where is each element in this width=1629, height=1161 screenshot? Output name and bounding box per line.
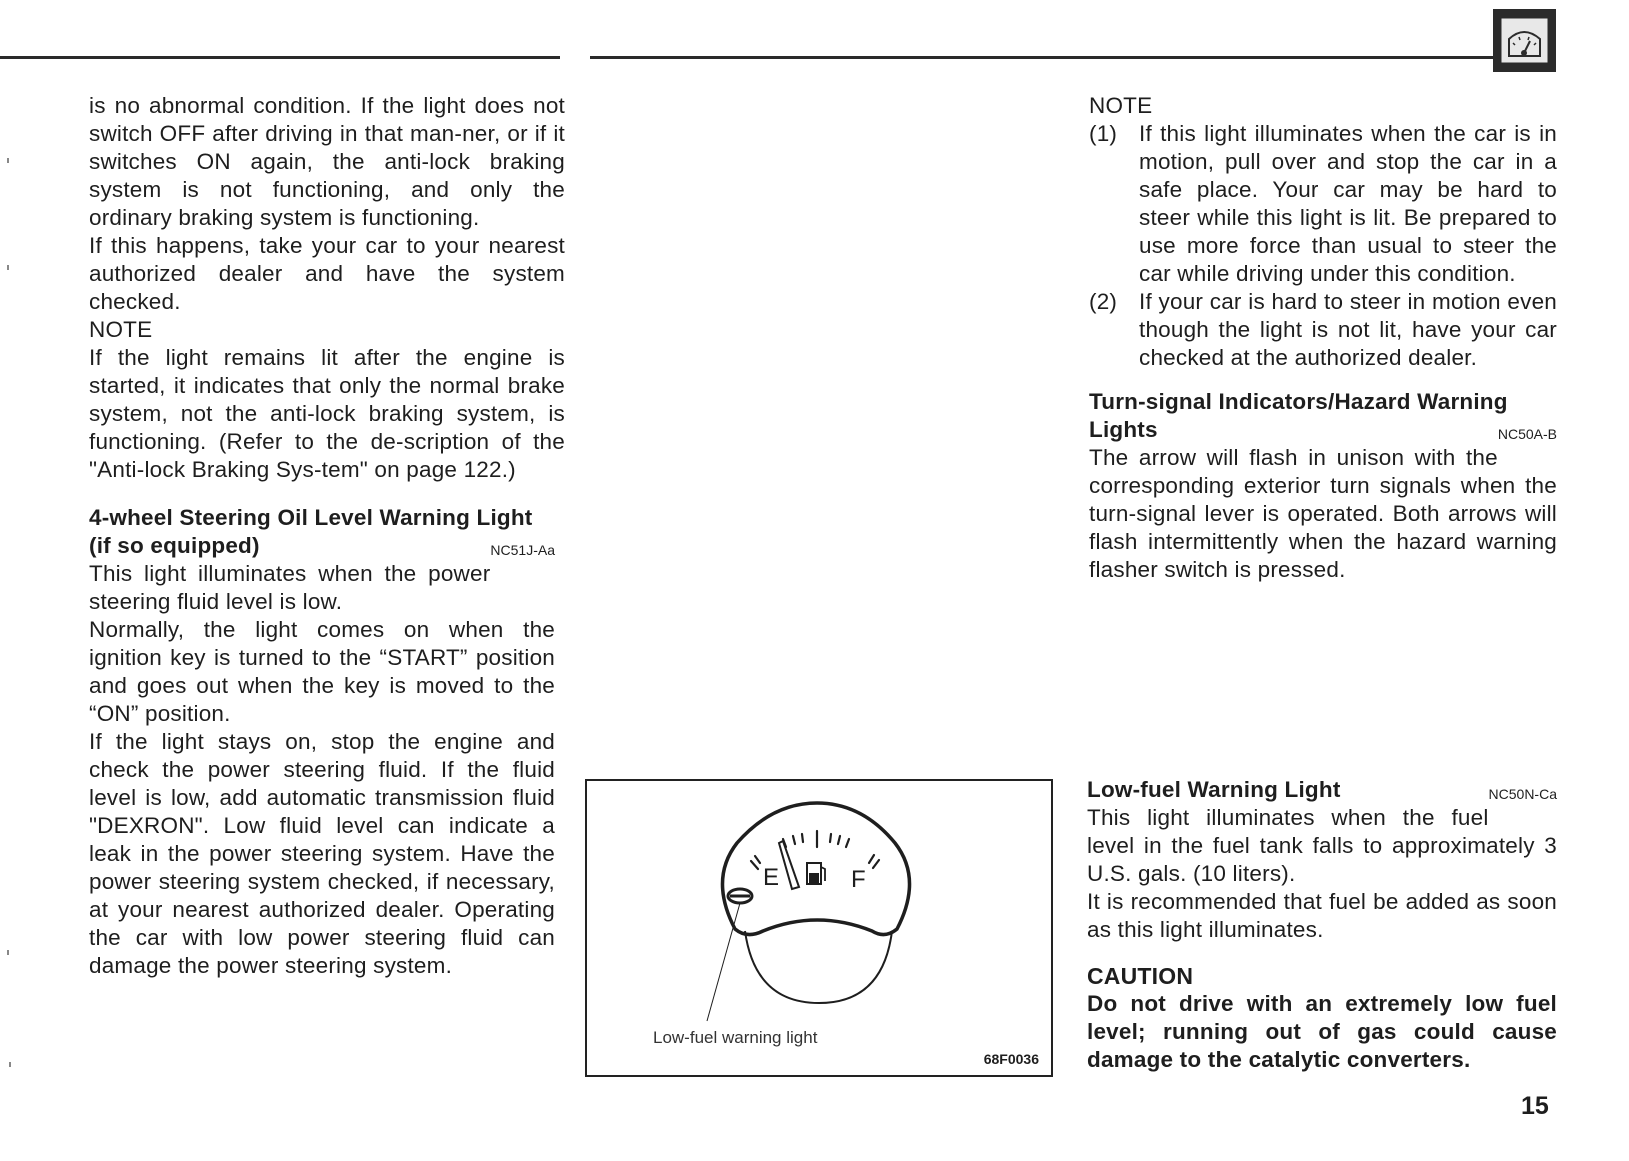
caution-label: CAUTION bbox=[1087, 963, 1194, 989]
section-paragraph: Normally, the light comes on when the ignition key is turned to the “START” position and goes out when the key is moved to the “ON” position. bbox=[89, 617, 555, 726]
note-item-text: If your car is hard to steer in motion even though the light is not lit, have your car checked at the authorized dealer. bbox=[1139, 289, 1557, 370]
section-title: Low-fuel Warning Light bbox=[1087, 777, 1341, 802]
section-paragraph: This light illuminates when the fuel level in the fuel tank falls to approximately 3 U.S. gals. (10 liters). bbox=[1087, 805, 1557, 886]
left-column bbox=[89, 92, 565, 980]
gauge-empty-label: E bbox=[763, 864, 780, 891]
fuel-gauge-figure bbox=[585, 779, 1053, 1077]
margin-mark bbox=[7, 158, 9, 163]
section-body bbox=[89, 560, 555, 980]
note-label: NOTE bbox=[1089, 93, 1153, 118]
margin-mark bbox=[7, 950, 9, 955]
section-code: NC51J-Aa bbox=[490, 542, 555, 558]
note-item bbox=[1089, 288, 1557, 372]
section-code: NC50N-Ca bbox=[1488, 786, 1557, 802]
note-number: (1) bbox=[1089, 121, 1118, 146]
continuation-paragraph: is no abnormal condition. If the light does not switch OFF after driving in that man-ner, or if it switches ON again, the anti-lock braking system is not functioning, and only the ordinary braking system is functioning. bbox=[89, 93, 565, 230]
note-item bbox=[1089, 120, 1557, 288]
note-text: If the light remains lit after the engine is started, it indicates that only the normal brake system, not the anti-lock braking system, is functioning. (Refer to the de-scription of the "Anti-lock Braking Sys-tem" on page 122.) bbox=[89, 345, 565, 482]
section-paragraph: This light illuminates when the power steering fluid level is low. bbox=[89, 561, 491, 614]
section-title: Turn-signal Indicators/Hazard Warning Lights bbox=[1089, 389, 1508, 442]
margin-mark bbox=[9, 1062, 11, 1067]
spacer bbox=[89, 484, 565, 504]
spacer bbox=[1089, 372, 1557, 388]
section-paragraph: It is recommended that fuel be added as soon as this light illuminates. bbox=[1087, 889, 1557, 942]
page-number: 15 bbox=[1521, 1092, 1549, 1120]
note-number: (2) bbox=[1089, 289, 1118, 314]
caution-text: Do not drive with an extremely low fuel level; running out of gas could cause damage to the catalytic converters. bbox=[1087, 991, 1557, 1072]
section-heading-4ws bbox=[89, 504, 555, 560]
section-title: 4-wheel Steering Oil Level Warning Light (if so equipped) bbox=[89, 505, 533, 558]
section-heading-low-fuel bbox=[1087, 776, 1557, 804]
section-badge bbox=[1493, 9, 1556, 72]
header-rule-right bbox=[590, 56, 1493, 59]
section-code: NC50A-B bbox=[1497, 426, 1557, 442]
dealer-paragraph: If this happens, take your car to your nearest authorized dealer and have the system checked. bbox=[89, 233, 565, 314]
figure-code: 68F0036 bbox=[983, 1051, 1039, 1067]
gauge-full-label: F bbox=[851, 866, 866, 893]
note-label: NOTE bbox=[89, 317, 153, 342]
header-rule-left bbox=[0, 56, 560, 59]
low-fuel-section bbox=[1087, 776, 1557, 1074]
low-fuel-warning-icon bbox=[728, 889, 752, 903]
right-column bbox=[1089, 92, 1557, 584]
section-paragraph: The arrow will flash in unison with the corresponding exterior turn signals when the turn-signal lever is operated. Both arrows will flash intermittently when the hazard warning flasher switch is pressed. bbox=[1089, 445, 1557, 582]
dashboard-gauge-icon bbox=[1493, 9, 1556, 72]
section-paragraph: If the light stays on, stop the engine and check the power steering fluid. If the fluid level is low, add automatic transmission fluid "DEXRON". Low fluid level can indicate a leak in the power steering system. Have the power steering system checked, if necessary, at your nearest authorized dealer. Operating the car with low power steering fluid can damage the power steering system. bbox=[89, 729, 555, 978]
fuel-pump-icon bbox=[807, 863, 825, 884]
section-heading-turn-signal bbox=[1089, 388, 1557, 444]
note-item-text: If this light illuminates when the car is in motion, pull over and stop the car in a safe place. Your car may be hard to steer while this light is lit. Be prepared to use more force than usual to steer the car while driving under this condition. bbox=[1139, 121, 1557, 286]
figure-caption: Low-fuel warning light bbox=[653, 1028, 818, 1047]
margin-mark bbox=[7, 265, 9, 270]
